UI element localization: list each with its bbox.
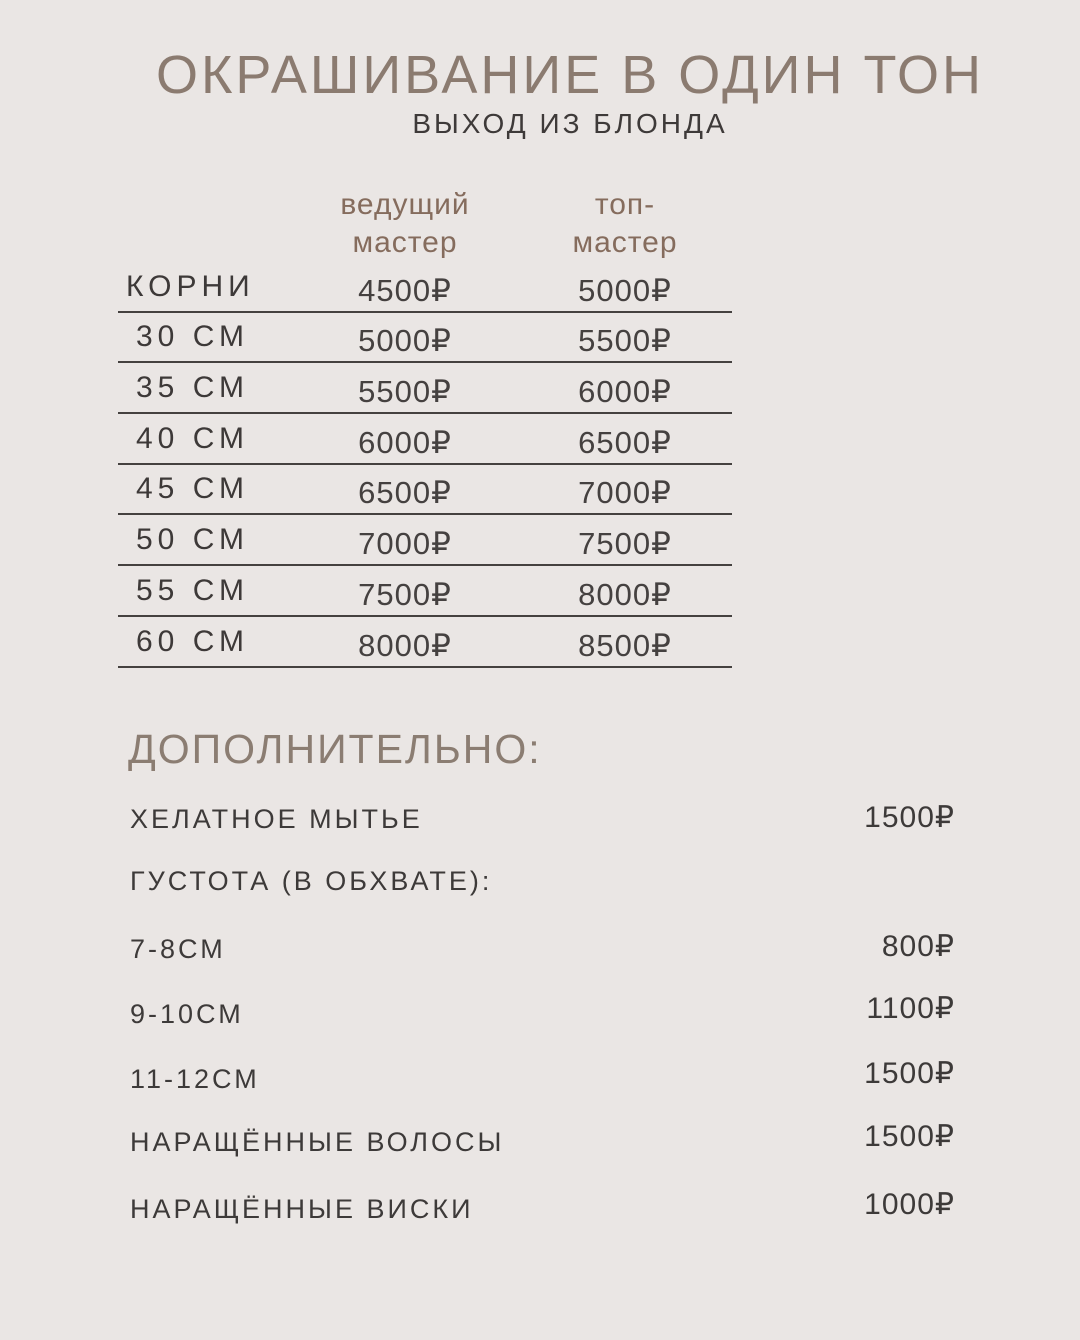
table-row — [118, 262, 732, 313]
price-top-master: 7500₽ — [578, 526, 672, 562]
column-header-top-master — [505, 186, 745, 262]
price-top-master: 5000₽ — [578, 272, 672, 308]
column-header-line2: мастер — [352, 226, 458, 259]
price-top-master: 8000₽ — [578, 576, 672, 612]
price-top-master: 6500₽ — [578, 424, 672, 460]
price-leading-master: 4500₽ — [358, 272, 452, 308]
row-label: КОРНИ — [126, 269, 255, 303]
table-row — [118, 313, 732, 364]
row-label: 40 СМ — [136, 421, 250, 455]
column-header-line1: ведущий — [340, 188, 470, 221]
column-header-line1: топ- — [594, 188, 656, 221]
price-top-master: 6000₽ — [578, 374, 672, 410]
table-row — [118, 566, 732, 617]
table-row — [118, 465, 732, 516]
price-leading-master: 5500₽ — [358, 374, 452, 410]
extras-price: 1500₽ — [864, 1057, 955, 1090]
price-leading-master: 7000₽ — [358, 526, 452, 562]
extras-price: 1500₽ — [864, 801, 955, 834]
row-label: 30 СМ — [136, 320, 250, 354]
extras-label: НАРАЩЁННЫЕ ВОЛОСЫ — [130, 1127, 505, 1157]
row-label: 55 СМ — [136, 573, 250, 607]
row-label: 45 СМ — [136, 472, 250, 506]
extras-label: ХЕЛАТНОЕ МЫТЬЕ — [130, 804, 423, 834]
table-row — [118, 414, 732, 465]
extras-label: 11-12СМ — [130, 1064, 260, 1094]
price-top-master: 7000₽ — [578, 475, 672, 511]
extras-label: ГУСТОТА (В ОБХВАТЕ): — [130, 866, 493, 896]
price-top-master: 8500₽ — [578, 627, 672, 663]
extras-price: 800₽ — [881, 930, 955, 963]
table-row — [118, 515, 732, 566]
extras-price: 1100₽ — [866, 992, 955, 1025]
extras-price: 1000₽ — [864, 1188, 955, 1221]
column-header-leading-master — [285, 186, 525, 262]
price-table — [118, 262, 732, 668]
row-label: 60 СМ — [136, 624, 250, 658]
price-leading-master: 5000₽ — [358, 323, 452, 359]
row-label: 50 СМ — [136, 523, 250, 557]
table-row — [118, 363, 732, 414]
price-top-master: 5500₽ — [578, 323, 672, 359]
extras-label: 9-10СМ — [130, 999, 244, 1029]
price-leading-master: 8000₽ — [358, 627, 452, 663]
column-header-line2: мастер — [572, 226, 678, 259]
row-label: 35 СМ — [136, 371, 250, 405]
price-leading-master: 6000₽ — [358, 424, 452, 460]
extras-heading: ДОПОЛНИТЕЛЬНО: — [128, 726, 542, 772]
page-subtitle: ВЫХОД ИЗ БЛОНДА — [412, 108, 728, 139]
price-leading-master: 7500₽ — [358, 576, 452, 612]
extras-label: 7-8СМ — [130, 934, 226, 964]
extras-price: 1500₽ — [864, 1120, 955, 1153]
extras-label: НАРАЩЁННЫЕ ВИСКИ — [130, 1194, 474, 1224]
table-row — [118, 617, 732, 668]
price-leading-master: 6500₽ — [358, 475, 452, 511]
page-title: ОКРАШИВАНИЕ В ОДИН ТОН — [155, 45, 985, 105]
